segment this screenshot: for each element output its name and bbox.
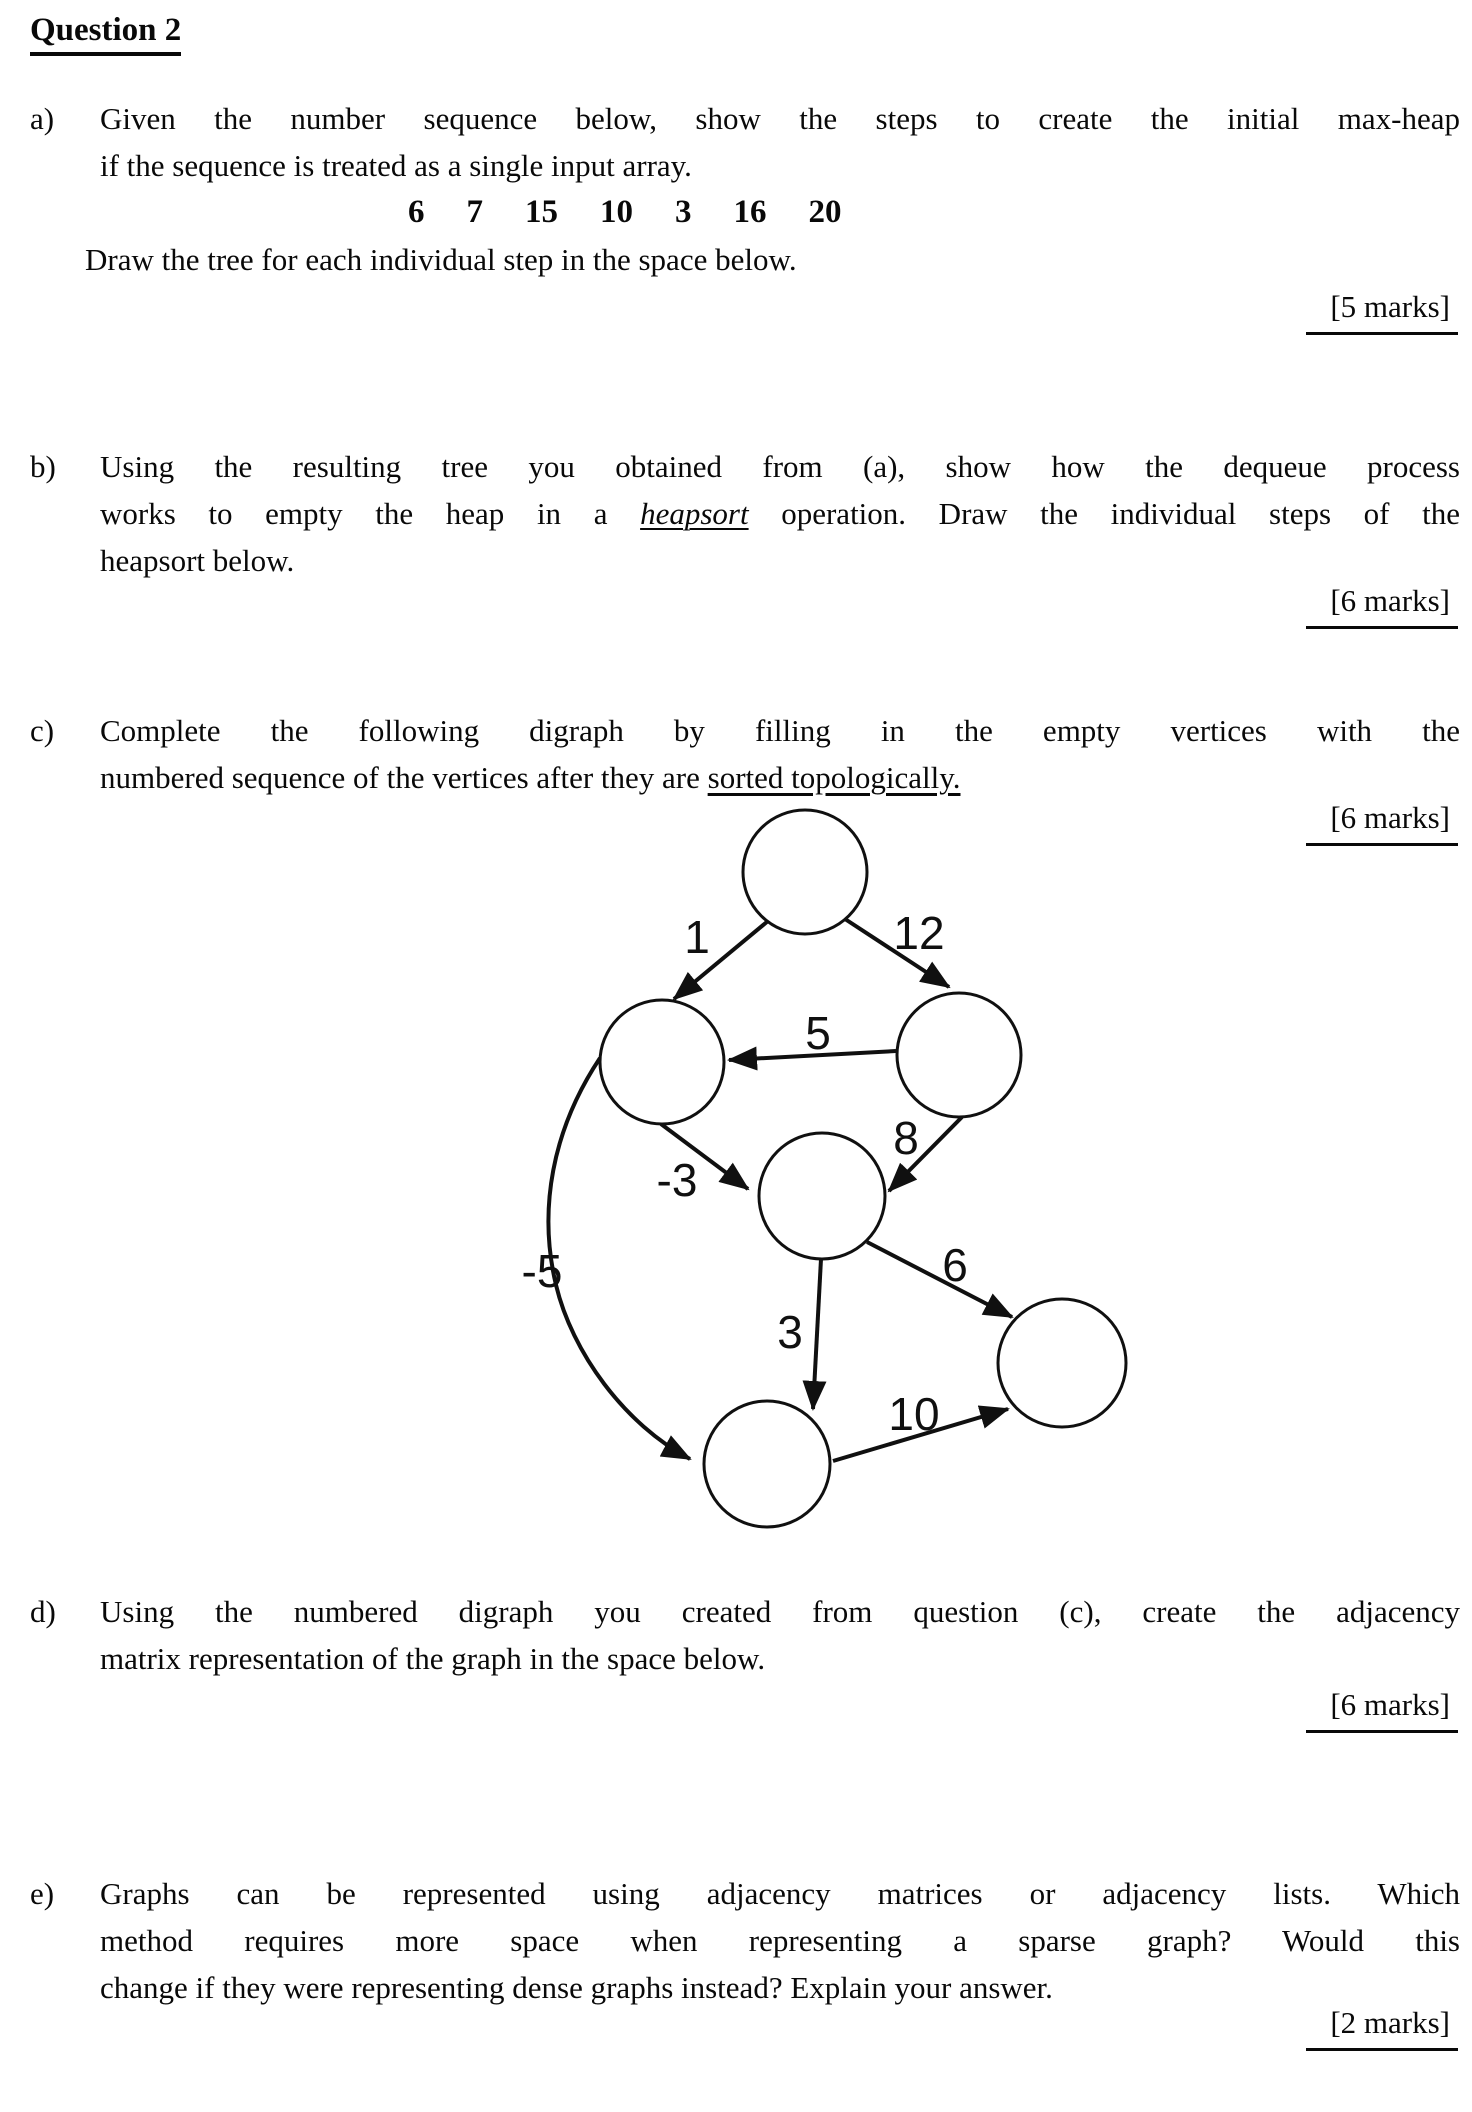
section-d-label: d): [30, 1594, 56, 1629]
heapsort-emphasis: heapsort: [640, 496, 749, 531]
digraph-node-right: [897, 993, 1021, 1117]
section-b-line3: heapsort below.: [100, 543, 295, 578]
digraph-edge-weight-5: 5: [805, 1007, 831, 1059]
section-e-line3: change if they were representing dense graphs instead? Explain your answer.: [100, 1970, 1053, 2005]
digraph-edge-weight-8: 8: [893, 1112, 919, 1164]
section-b-marks: [6 marks]: [1306, 583, 1458, 629]
section-d-line1: Using the numbered digraph you created from question (c), create the adjacency: [100, 1594, 1460, 1629]
digraph-edge-3: [813, 1259, 821, 1409]
digraph-edge-weight-6: 6: [942, 1239, 968, 1291]
page-title: Question 2: [30, 12, 181, 56]
section-d-marks: [6 marks]: [1306, 1687, 1458, 1733]
digraph-node-bottom: [704, 1401, 830, 1527]
sequence-number: 16: [733, 194, 767, 230]
sequence-number: 3: [675, 194, 692, 230]
section-b-line1: Using the resulting tree you obtained from (a), show how the dequeue process: [100, 449, 1460, 484]
section-a-marks: [5 marks]: [1306, 289, 1458, 335]
section-e-label: e): [30, 1876, 55, 1911]
section-e-body: [100, 1870, 1460, 2011]
section-d-line2: matrix representation of the graph in the space below.: [100, 1641, 766, 1676]
digraph-edge-weight-10: 10: [888, 1388, 940, 1440]
sequence-number: 20: [808, 194, 842, 230]
section-d-body: [100, 1588, 1460, 1682]
section-a-line1: Given the number sequence below, show the steps to create the initial max-heap: [100, 101, 1460, 136]
digraph-edge-weight-3: 3: [777, 1306, 803, 1358]
section-c-line1: Complete the following digraph by filling in the empty vertices with the: [100, 713, 1460, 748]
section-a-label: a): [30, 101, 55, 136]
section-c-marks: [6 marks]: [1306, 800, 1458, 846]
digraph-node-top: [743, 810, 867, 934]
topological-digraph: [430, 780, 1160, 1570]
section-b-label: b): [30, 449, 56, 484]
digraph-node-bottom-right: [998, 1299, 1126, 1427]
sorted-topologically-emphasis: sorted topologically.: [707, 760, 961, 795]
section-a-body: [85, 95, 1460, 283]
digraph-edge-6: [867, 1242, 1012, 1317]
sequence-number: 7: [466, 194, 483, 230]
section-e-line2: method requires more space when representing a sparse graph? Would this: [100, 1923, 1460, 1958]
digraph-node-middle: [759, 1133, 885, 1259]
sequence-number: 6: [408, 194, 425, 230]
section-b-body: [100, 443, 1460, 584]
digraph-edge-weight--3: -3: [656, 1154, 698, 1206]
sequence-number: 10: [600, 194, 633, 230]
section-c-label: c): [30, 713, 55, 748]
digraph-edge-weight-1: 1: [684, 911, 710, 963]
sequence-number: 15: [525, 194, 558, 230]
section-c-line2: numbered sequence of the vertices after they are sorted topologically.: [100, 760, 961, 795]
section-e-marks: [2 marks]: [1306, 2005, 1458, 2051]
section-a-line2: if the sequence is treated as a single input array.: [100, 148, 692, 183]
number-sequence: [408, 189, 1460, 236]
digraph-edge-weight--5: -5: [521, 1245, 563, 1297]
section-b-line2: works to empty the heap in a heapsort operation. Draw the individual steps of the: [100, 496, 1460, 531]
section-a-line3: Draw the tree for each individual step in the space below.: [85, 242, 797, 277]
digraph-node-left: [600, 1000, 724, 1124]
section-e-line1: Graphs can be represented using adjacency matrices or adjacency lists. Which: [100, 1876, 1460, 1911]
digraph-edge-weight-12: 12: [893, 907, 945, 959]
